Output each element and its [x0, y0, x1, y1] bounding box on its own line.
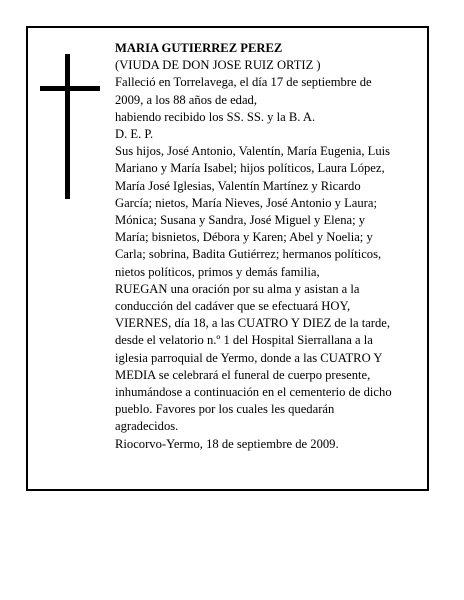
notice-line: D. E. P.	[115, 127, 154, 142]
notice-line: Mariano y María Isabel; hijos políticos, Laura López,	[115, 161, 385, 176]
notice-line: RUEGAN una oración por su alma y asistan a la	[115, 281, 360, 296]
notice-line: iglesia parroquial de Yermo, donde a las CUATRO Y	[115, 350, 383, 365]
notice-line: Sus hijos, José Antonio, Valentín, María Eugenia, Luis	[115, 144, 391, 159]
notice-line: (VIUDA DE DON JOSE RUIZ ORTIZ )	[115, 58, 321, 73]
notice-line: desde el velatorio n.º 1 del Hospital Sierrallana a la	[115, 333, 373, 348]
deceased-name: MARIA GUTIERREZ PEREZ	[115, 41, 283, 55]
notice-line: García; nietos, María Nieves, José Antonio y Laura;	[115, 195, 377, 210]
notice-line: pueblo. Favores por los cuales les quedarán	[115, 402, 335, 417]
notice-line: Mónica; Susana y Sandra, José Miguel y Elena; y	[115, 213, 366, 228]
notice-line: María; bisnietos, Débora y Karen; Abel y Noelia; y	[115, 230, 373, 245]
notice-text	[115, 40, 421, 453]
notice-line: Riocorvo-Yermo, 18 de septiembre de 2009.	[115, 436, 339, 451]
notice-line: habiendo recibido los SS. SS. y la B. A.	[115, 109, 316, 124]
notice-line: nietos políticos, primos y demás familia,	[115, 264, 320, 279]
notice-line: conducción del cadáver que se efectuará HOY,	[115, 299, 351, 314]
notice-line: María José Iglesias, Valentín Martínez y Ricardo	[115, 178, 361, 193]
notice-line: Falleció en Torrelavega, el día 17 de septiembre de	[115, 75, 372, 90]
obituary-notice	[26, 26, 429, 491]
notice-line: Carla; sobrina, Badita Gutiérrez; hermanos políticos,	[115, 247, 382, 262]
notice-line: VIERNES, día 18, a las CUATRO Y DIEZ de la tarde,	[115, 316, 391, 331]
notice-line: MEDIA se celebrará el funeral de cuerpo presente,	[115, 367, 371, 382]
cross-vertical-bar	[65, 54, 70, 199]
cross-icon	[40, 54, 100, 199]
cross-horizontal-bar	[40, 86, 100, 91]
notice-line: inhumándose a continuación en el cementerio de dicho	[115, 385, 392, 400]
notice-line: agradecidos.	[115, 419, 179, 434]
notice-line: 2009, a los 88 años de edad,	[115, 92, 257, 107]
